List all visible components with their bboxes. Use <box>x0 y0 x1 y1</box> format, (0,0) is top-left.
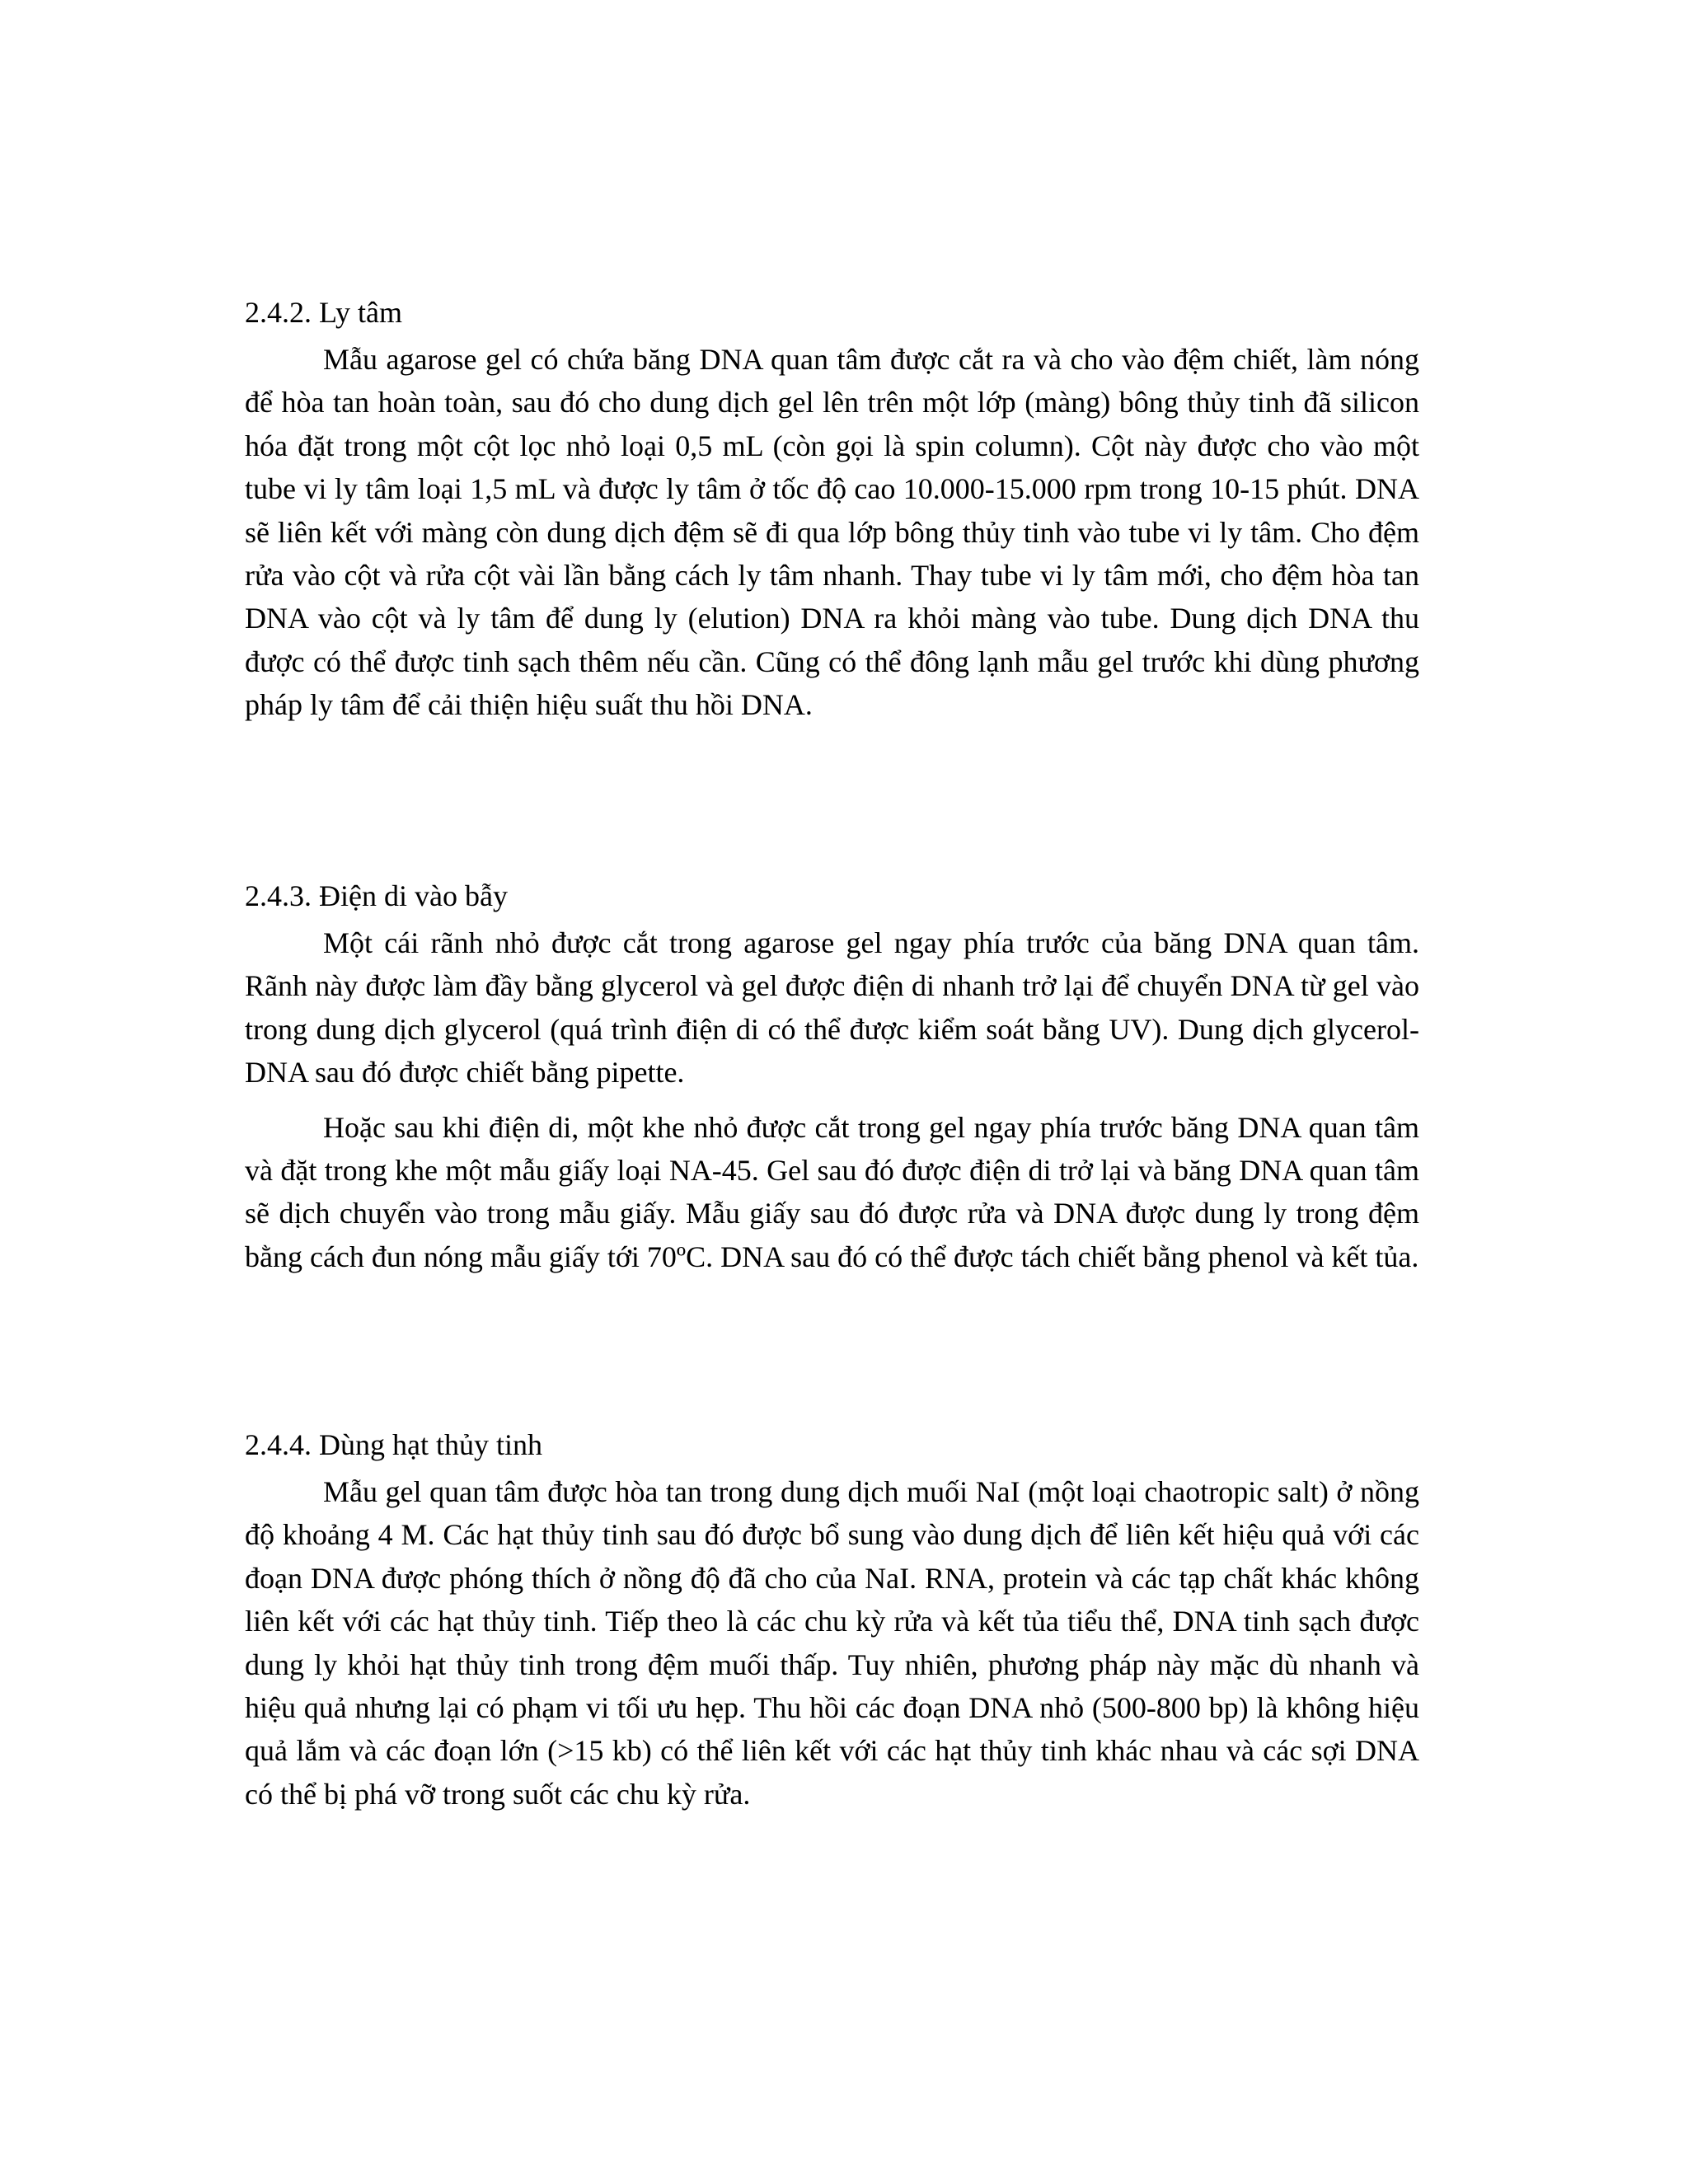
section-heading: 2.4.3. Điện di vào bẫy <box>245 879 508 912</box>
section-paragraph: Hoặc sau khi điện di, một khe nhỏ được cắt trong gel ngay phía trước băng DNA quan tâm và đặt trong khe một mẫu giấy loại NA-45. Gel sau đó được điện di trở lại và băng DNA quan tâm sẽ dịch chuyển vào trong mẫu giấy. Mẫu giấy sau đó được rửa và DNA được dung ly trong đệm bằng cách đun nóng mẫu giấy tới 70ºC. DNA sau đó có thể được tách chiết bằng phenol và kết tủa. <box>245 1110 1419 1273</box>
section-ly-tam <box>245 291 1419 727</box>
section-paragraph: Một cái rãnh nhỏ được cắt trong agarose gel ngay phía trước của băng DNA quan tâm. Rãnh này được làm đầy bằng glycerol và gel được điện di nhanh trở lại để chuyển DNA từ gel vào trong dung dịch glycerol (quá trình điện di có thể được kiểm soát bằng UV). Dung dịch glycerol-DNA sau đó được chiết bằng pipette. <box>245 926 1419 1090</box>
section-heading: 2.4.4. Dùng hạt thủy tinh <box>245 1428 542 1461</box>
section-dung-hat-thuy-tinh <box>245 1423 1419 1816</box>
section-heading: 2.4.2. Ly tâm <box>245 296 402 329</box>
section-paragraph: Mẫu gel quan tâm được hòa tan trong dung dịch muối NaI (một loại chaotropic salt) ở nồng độ khoảng 4 M. Các hạt thủy tinh sau đó được bổ sung vào dung dịch để liên kết hiệu quả với các đoạn DNA được phóng thích ở nồng độ đã cho của NaI. RNA, protein và các tạp chất khác không liên kết với các hạt thủy tinh. Tiếp theo là các chu kỳ rửa và kết tủa tiểu thể, DNA tinh sạch được dung ly khỏi hạt thủy tinh trong đệm muối thấp. Tuy nhiên, phương pháp này mặc dù nhanh và hiệu quả nhưng lại có phạm vi tối ưu hẹp. Thu hồi các đoạn DNA nhỏ (500-800 bp) là không hiệu quả lắm và các đoạn lớn (>15 kb) có thể liên kết với các hạt thủy tinh khác nhau và các sợi DNA có thể bị phá vỡ trong suốt các chu kỳ rửa. <box>245 1475 1419 1811</box>
section-paragraph: Mẫu agarose gel có chứa băng DNA quan tâm được cắt ra và cho vào đệm chiết, làm nóng để hòa tan hoàn toàn, sau đó cho dung dịch gel lên trên một lớp (màng) bông thủy tinh đã silicon hóa đặt trong một cột lọc nhỏ loại 0,5 mL (còn gọi là spin column). Cột này được cho vào một tube vi ly tâm loại 1,5 mL và được ly tâm ở tốc độ cao 10.000-15.000 rpm trong 10-15 phút. DNA sẽ liên kết với màng còn dung dịch đệm sẽ đi qua lớp bông thủy tinh vào tube vi ly tâm. Cho đệm rửa vào cột và rửa cột vài lần bằng cách ly tâm nhanh. Thay tube vi ly tâm mới, cho đệm hòa tan DNA vào cột và ly tâm để dung ly (elution) DNA ra khỏi màng vào tube. Dung dịch DNA thu được có thể được tinh sạch thêm nếu cần. Cũng có thể đông lạnh mẫu gel trước khi dùng phương pháp ly tâm để cải thiện hiệu suất thu hồi DNA. <box>245 343 1419 722</box>
section-dien-di-vao-bay <box>245 874 1419 1278</box>
